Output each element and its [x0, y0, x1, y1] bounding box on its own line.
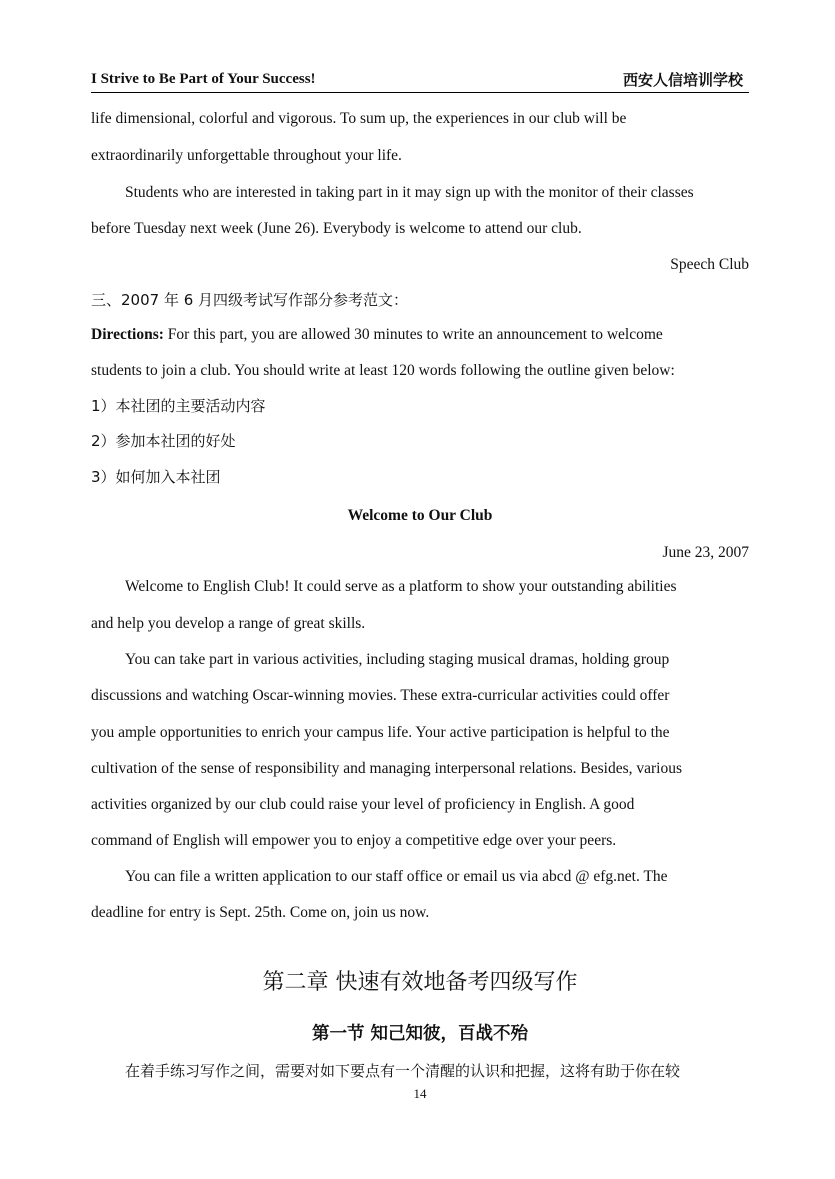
- text-line: Welcome to English Club! It could serve as a platform to show your outstanding abilities: [125, 578, 677, 595]
- page-number: 14: [413, 1086, 427, 1101]
- page-header: [91, 66, 749, 93]
- text-line: deadline for entry is Sept. 25th. Come on, join us now.: [91, 904, 430, 921]
- text-line: command of English will empower you to enjoy a competitive edge over your peers.: [91, 832, 617, 849]
- text-line: cultivation of the sense of responsibility and managing interpersonal relations. Besides, various: [91, 760, 683, 777]
- text-line: extraordinarily unforgettable throughout your life.: [91, 147, 402, 164]
- text-line: You can take part in various activities, including staging musical dramas, holding group: [125, 651, 670, 668]
- text-line: life dimensional, colorful and vigorous. To sum up, the experiences in our club will be: [91, 110, 627, 127]
- directions-text: For this part, you are allowed 30 minutes to write an announcement to welcome: [163, 326, 663, 343]
- essay-title: Welcome to Our Club: [347, 507, 493, 524]
- section-title: 第一节 知己知彼，百战不殆: [311, 1024, 529, 1044]
- text-line: You can file a written application to our staff office or email us via abcd @ efg.net. The: [125, 868, 668, 885]
- essay-date: June 23, 2007: [662, 544, 749, 561]
- text-line: Students who are interested in taking part in it may sign up with the monitor of their classes: [125, 184, 694, 201]
- text-line: students to join a club. You should write at least 120 words following the outline given below:: [91, 362, 675, 379]
- directions-line: [91, 325, 749, 345]
- signature-speech-club: Speech Club: [670, 256, 749, 273]
- text-line: you ample opportunities to enrich your campus life. Your active participation is helpful to the: [91, 724, 670, 741]
- header-school-name: 西安人信培训学校: [622, 71, 743, 89]
- text-line: activities organized by our club could raise your level of proficiency in English. A good: [91, 796, 635, 813]
- text-line: before Tuesday next week (June 26). Everybody is welcome to attend our club.: [91, 220, 582, 237]
- section-heading-cn: 三、2007 年 6 月四级考试写作部分参考范文：: [91, 291, 409, 309]
- directions-label: Directions:: [91, 326, 164, 343]
- chapter-title: 第二章 快速有效地备考四级写作: [262, 970, 578, 995]
- text-line: and help you develop a range of great skills.: [91, 615, 366, 632]
- header-slogan: I Strive to Be Part of Your Success!: [91, 71, 316, 87]
- text-line: discussions and watching Oscar-winning movies. These extra-curricular activities could offer: [91, 687, 670, 704]
- outline-item-2: 2）参加本社团的好处: [91, 432, 236, 450]
- outline-item-1: 1）本社团的主要活动内容: [91, 397, 266, 415]
- text-line: 在着手练习写作之间，需要对如下要点有一个清醒的认识和把握，这将有助于你在较: [125, 1062, 681, 1080]
- outline-item-3: 3）如何加入本社团: [91, 468, 221, 486]
